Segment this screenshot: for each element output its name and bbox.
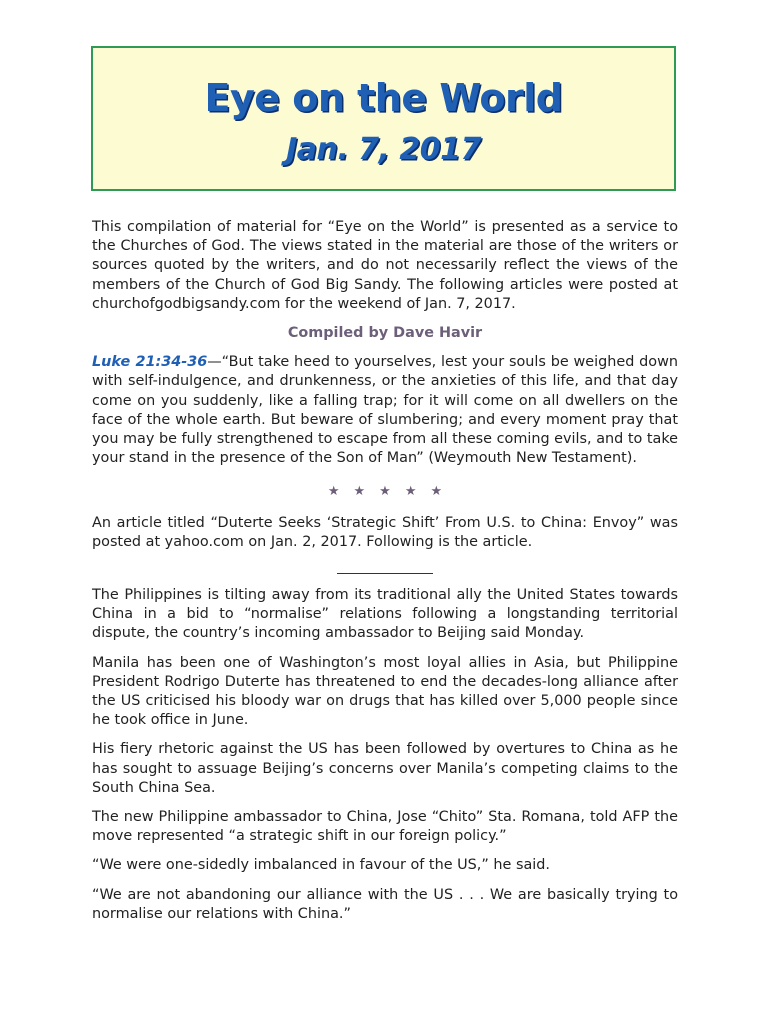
verse-reference: Luke 21:34-36 [92, 354, 208, 371]
article-paragraph: The Philippines is tilting away from its traditional ally the United States towards China in a bid to “normalise” relations following a longstanding territorial dispute, the country’s incoming ambassador to Beijing said Monday. [92, 587, 678, 642]
article-paragraph: The new Philippine ambassador to China, Jose “Chito” Sta. Romana, told AFP the move represented “a strategic shift in our foreign policy.” [92, 809, 678, 845]
article-paragraph: Manila has been one of Washington’s most loyal allies in Asia, but Philippine President Rodrigo Duterte has threatened to end the decades-long alliance after the US criticised his bloody war on drugs that has killed over 5,000 people since he took office in June. [92, 654, 678, 729]
title-box [91, 46, 676, 191]
article-paragraph: “We were one-sidedly imbalanced in favour of the US,” he said. [92, 857, 550, 874]
compiled-by: Compiled by Dave Havir [287, 325, 483, 342]
document-body [92, 218, 678, 934]
section-divider [92, 562, 678, 578]
article-paragraph: His fiery rhetoric against the US has been followed by overtures to China as he has sought to assuage Beijing’s concerns over Manila’s competing claims to the South China Sea. [92, 741, 678, 796]
verse-text: —“But take heed to yourselves, lest your souls be weighed down with self-indulgence, and drunkenness, or the anxieties of this life, and that day come on you suddenly, like a falling trap; for it will come on all dwellers on the face of the whole earth. But beware of slumbering; and every moment pray that you may be fully strengthened to escape from all these coming evils, and to take your stand in the presence of the Son of Man” (Weymouth New Testament). [92, 354, 678, 467]
verse-paragraph [92, 353, 678, 468]
article-intro: An article titled “Duterte Seeks ‘Strategic Shift’ From U.S. to China: Envoy” was posted at yahoo.com on Jan. 2, 2017. Following is the article. [92, 514, 678, 550]
page-title: Eye on the World [204, 76, 563, 120]
intro-paragraph: This compilation of material for “Eye on the World” is presented as a service to the Churches of God. The views stated in the material are those of the writers or sources quoted by the writers, and do not necessarily reflect the views of the members of the Church of God Big Sandy. The following articles were posted at churchofgodbigsandy.com for the weekend of Jan. 7, 2017. [92, 219, 678, 312]
star-separator: ★★★★★ [327, 484, 457, 500]
page-date: Jan. 7, 2017 [286, 132, 481, 167]
article-paragraph: “We are not abandoning our alliance with the US . . . We are basically trying to normalise our relations with China.” [92, 886, 678, 922]
